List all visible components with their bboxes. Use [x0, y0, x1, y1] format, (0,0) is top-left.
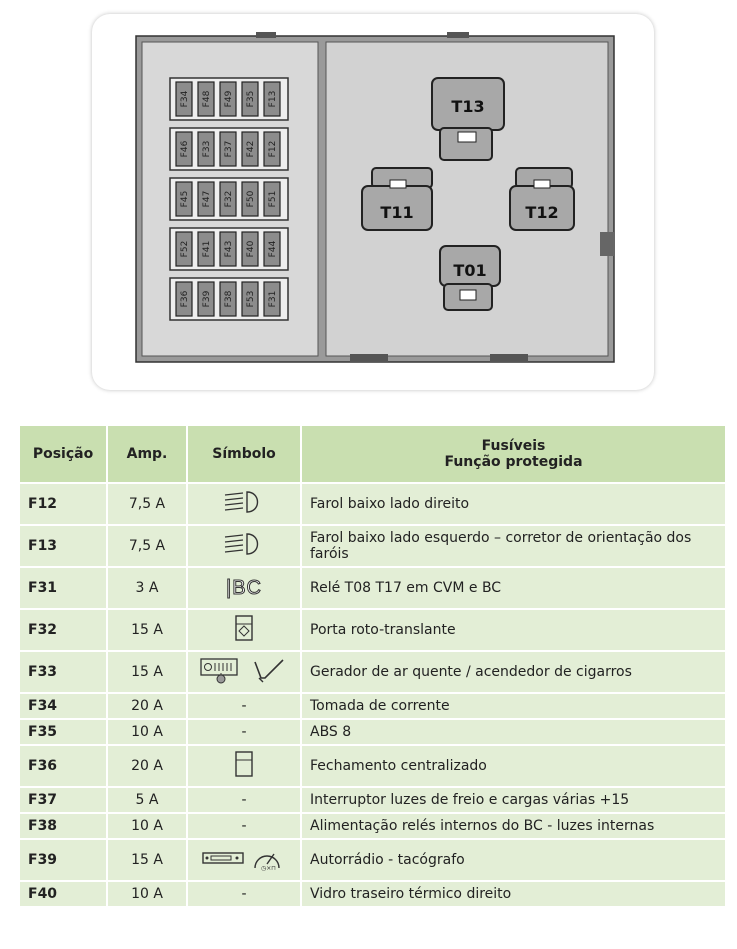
- table-row: [19, 693, 726, 719]
- symbol-none: -: [187, 881, 301, 907]
- fuse-amperage: 7,5 A: [107, 483, 187, 525]
- table-row: [19, 813, 726, 839]
- fuse-amperage: 10 A: [107, 881, 187, 907]
- relay-t13-label: T13: [451, 97, 485, 116]
- symbol-none: -: [187, 787, 301, 813]
- fuse-position: F31: [19, 567, 107, 609]
- fuse-amperage: 15 A: [107, 651, 187, 693]
- table-row: [19, 525, 726, 567]
- fuse-slot-label: F47: [202, 190, 212, 208]
- fuse-position: F37: [19, 787, 107, 813]
- fuse-function: Gerador de ar quente / acendedor de cigarros: [301, 651, 726, 693]
- table-row: [19, 567, 726, 609]
- top-tab-left: [256, 32, 276, 38]
- radio-tachograph-icon: [187, 839, 301, 881]
- fuse-position: F13: [19, 525, 107, 567]
- fuse-slot-label: F13: [268, 90, 278, 108]
- header-function: [301, 425, 726, 483]
- table-row: [19, 745, 726, 787]
- fuse-slot-label: F31: [268, 290, 278, 308]
- table-row: [19, 609, 726, 651]
- fuse-slot-label: F33: [202, 140, 212, 158]
- relay-t12-label: T12: [525, 203, 559, 222]
- fuse-slot-label: F48: [202, 90, 212, 108]
- fuse-slot-label: F35: [246, 90, 256, 108]
- symbol-none: -: [187, 813, 301, 839]
- fuse-amperage: 10 A: [107, 719, 187, 745]
- table-row: [19, 881, 726, 907]
- fuse-function: Interruptor luzes de freio e cargas várias +15: [301, 787, 726, 813]
- fuse-slot-label: F41: [202, 240, 212, 258]
- fuse-slot-label: F53: [246, 290, 256, 308]
- fuse-slot-label: F39: [202, 290, 212, 308]
- side-tab: [600, 232, 614, 256]
- fuse-amperage: 5 A: [107, 787, 187, 813]
- fuse-amperage: 3 A: [107, 567, 187, 609]
- heater-lighter-icon: [187, 651, 301, 693]
- fuse-function: ABS 8: [301, 719, 726, 745]
- fuse-slot-label: F43: [224, 240, 234, 258]
- relay-t12: [510, 168, 574, 230]
- symbol-none: -: [187, 693, 301, 719]
- fuse-amperage: 10 A: [107, 813, 187, 839]
- fuse-amperage: 7,5 A: [107, 525, 187, 567]
- top-tab-right: [447, 32, 469, 38]
- table-header-row: [19, 425, 726, 483]
- fuse-slot-label: F38: [224, 290, 234, 308]
- header-function-line2: Função protegida: [444, 454, 583, 470]
- symbol-none: -: [187, 719, 301, 745]
- fuse-slot-label: F32: [224, 190, 234, 208]
- fuse-slot-label: F42: [246, 140, 256, 158]
- relay-t01-label: T01: [453, 261, 487, 280]
- fuse-slot-label: F45: [180, 190, 190, 208]
- fuse-slot-label: F12: [268, 140, 278, 158]
- fuse-amperage: 15 A: [107, 839, 187, 881]
- fuse-slot-label: F40: [246, 240, 256, 258]
- fuse-function: Farol baixo lado direito: [301, 483, 726, 525]
- fuse-slot-label: F49: [224, 90, 234, 108]
- fuse-position: F38: [19, 813, 107, 839]
- fuse-amperage: 20 A: [107, 745, 187, 787]
- header-amp: Amp.: [107, 425, 187, 483]
- fuse-slot-label: F52: [180, 240, 190, 258]
- fuse-position: F32: [19, 609, 107, 651]
- fuse-function: Alimentação relés internos do BC - luzes internas: [301, 813, 726, 839]
- fuse-position: F12: [19, 483, 107, 525]
- bottom-tab-left: [350, 354, 388, 362]
- fuse-function: Relé T08 T17 em CVM e BC: [301, 567, 726, 609]
- relay-t11: [362, 168, 432, 230]
- low-beam-icon: [187, 525, 301, 567]
- header-symbol: Símbolo: [187, 425, 301, 483]
- fuse-amperage: 15 A: [107, 609, 187, 651]
- svg-text:◷×⊓: ◷×⊓: [261, 865, 276, 872]
- fuse-slot-label: F51: [268, 190, 278, 208]
- fuse-function: Vidro traseiro térmico direito: [301, 881, 726, 907]
- fuse-slot-label: F44: [268, 240, 278, 258]
- relay-t11-label: T11: [380, 203, 414, 222]
- fuse-box-diagram: [0, 0, 737, 400]
- low-beam-icon: [187, 483, 301, 525]
- fuse-grid: [170, 78, 288, 320]
- header-position: Posição: [19, 425, 107, 483]
- table-row: [19, 483, 726, 525]
- bc-icon: |BC: [187, 567, 301, 609]
- fuse-amperage: 20 A: [107, 693, 187, 719]
- fuse-position: F35: [19, 719, 107, 745]
- fuse-position: F34: [19, 693, 107, 719]
- fuse-position: F40: [19, 881, 107, 907]
- table-row: [19, 787, 726, 813]
- fuse-slot-label: F34: [180, 90, 190, 108]
- lock-icon: [187, 745, 301, 787]
- fuse-function: Autorrádio - tacógrafo: [301, 839, 726, 881]
- fuse-slot-label: F46: [180, 140, 190, 158]
- fuse-slot-label: F37: [224, 140, 234, 158]
- table-row: [19, 839, 726, 881]
- header-function-line1: Fusíveis: [481, 438, 546, 454]
- door-icon: [187, 609, 301, 651]
- table-row: [19, 651, 726, 693]
- fuse-function: Fechamento centralizado: [301, 745, 726, 787]
- relay-t01: [440, 246, 500, 310]
- fuse-position: F33: [19, 651, 107, 693]
- fuse-slot-label: F36: [180, 290, 190, 308]
- fuse-function: Porta roto-translante: [301, 609, 726, 651]
- fuse-position: F39: [19, 839, 107, 881]
- fuse-slot-label: F50: [246, 190, 256, 208]
- fuse-table: [18, 424, 727, 908]
- fuse-function: Tomada de corrente: [301, 693, 726, 719]
- table-row: [19, 719, 726, 745]
- bottom-tab-right: [490, 354, 528, 362]
- fuse-position: F36: [19, 745, 107, 787]
- fuse-function: Farol baixo lado esquerdo – corretor de orientação dos faróis: [301, 525, 726, 567]
